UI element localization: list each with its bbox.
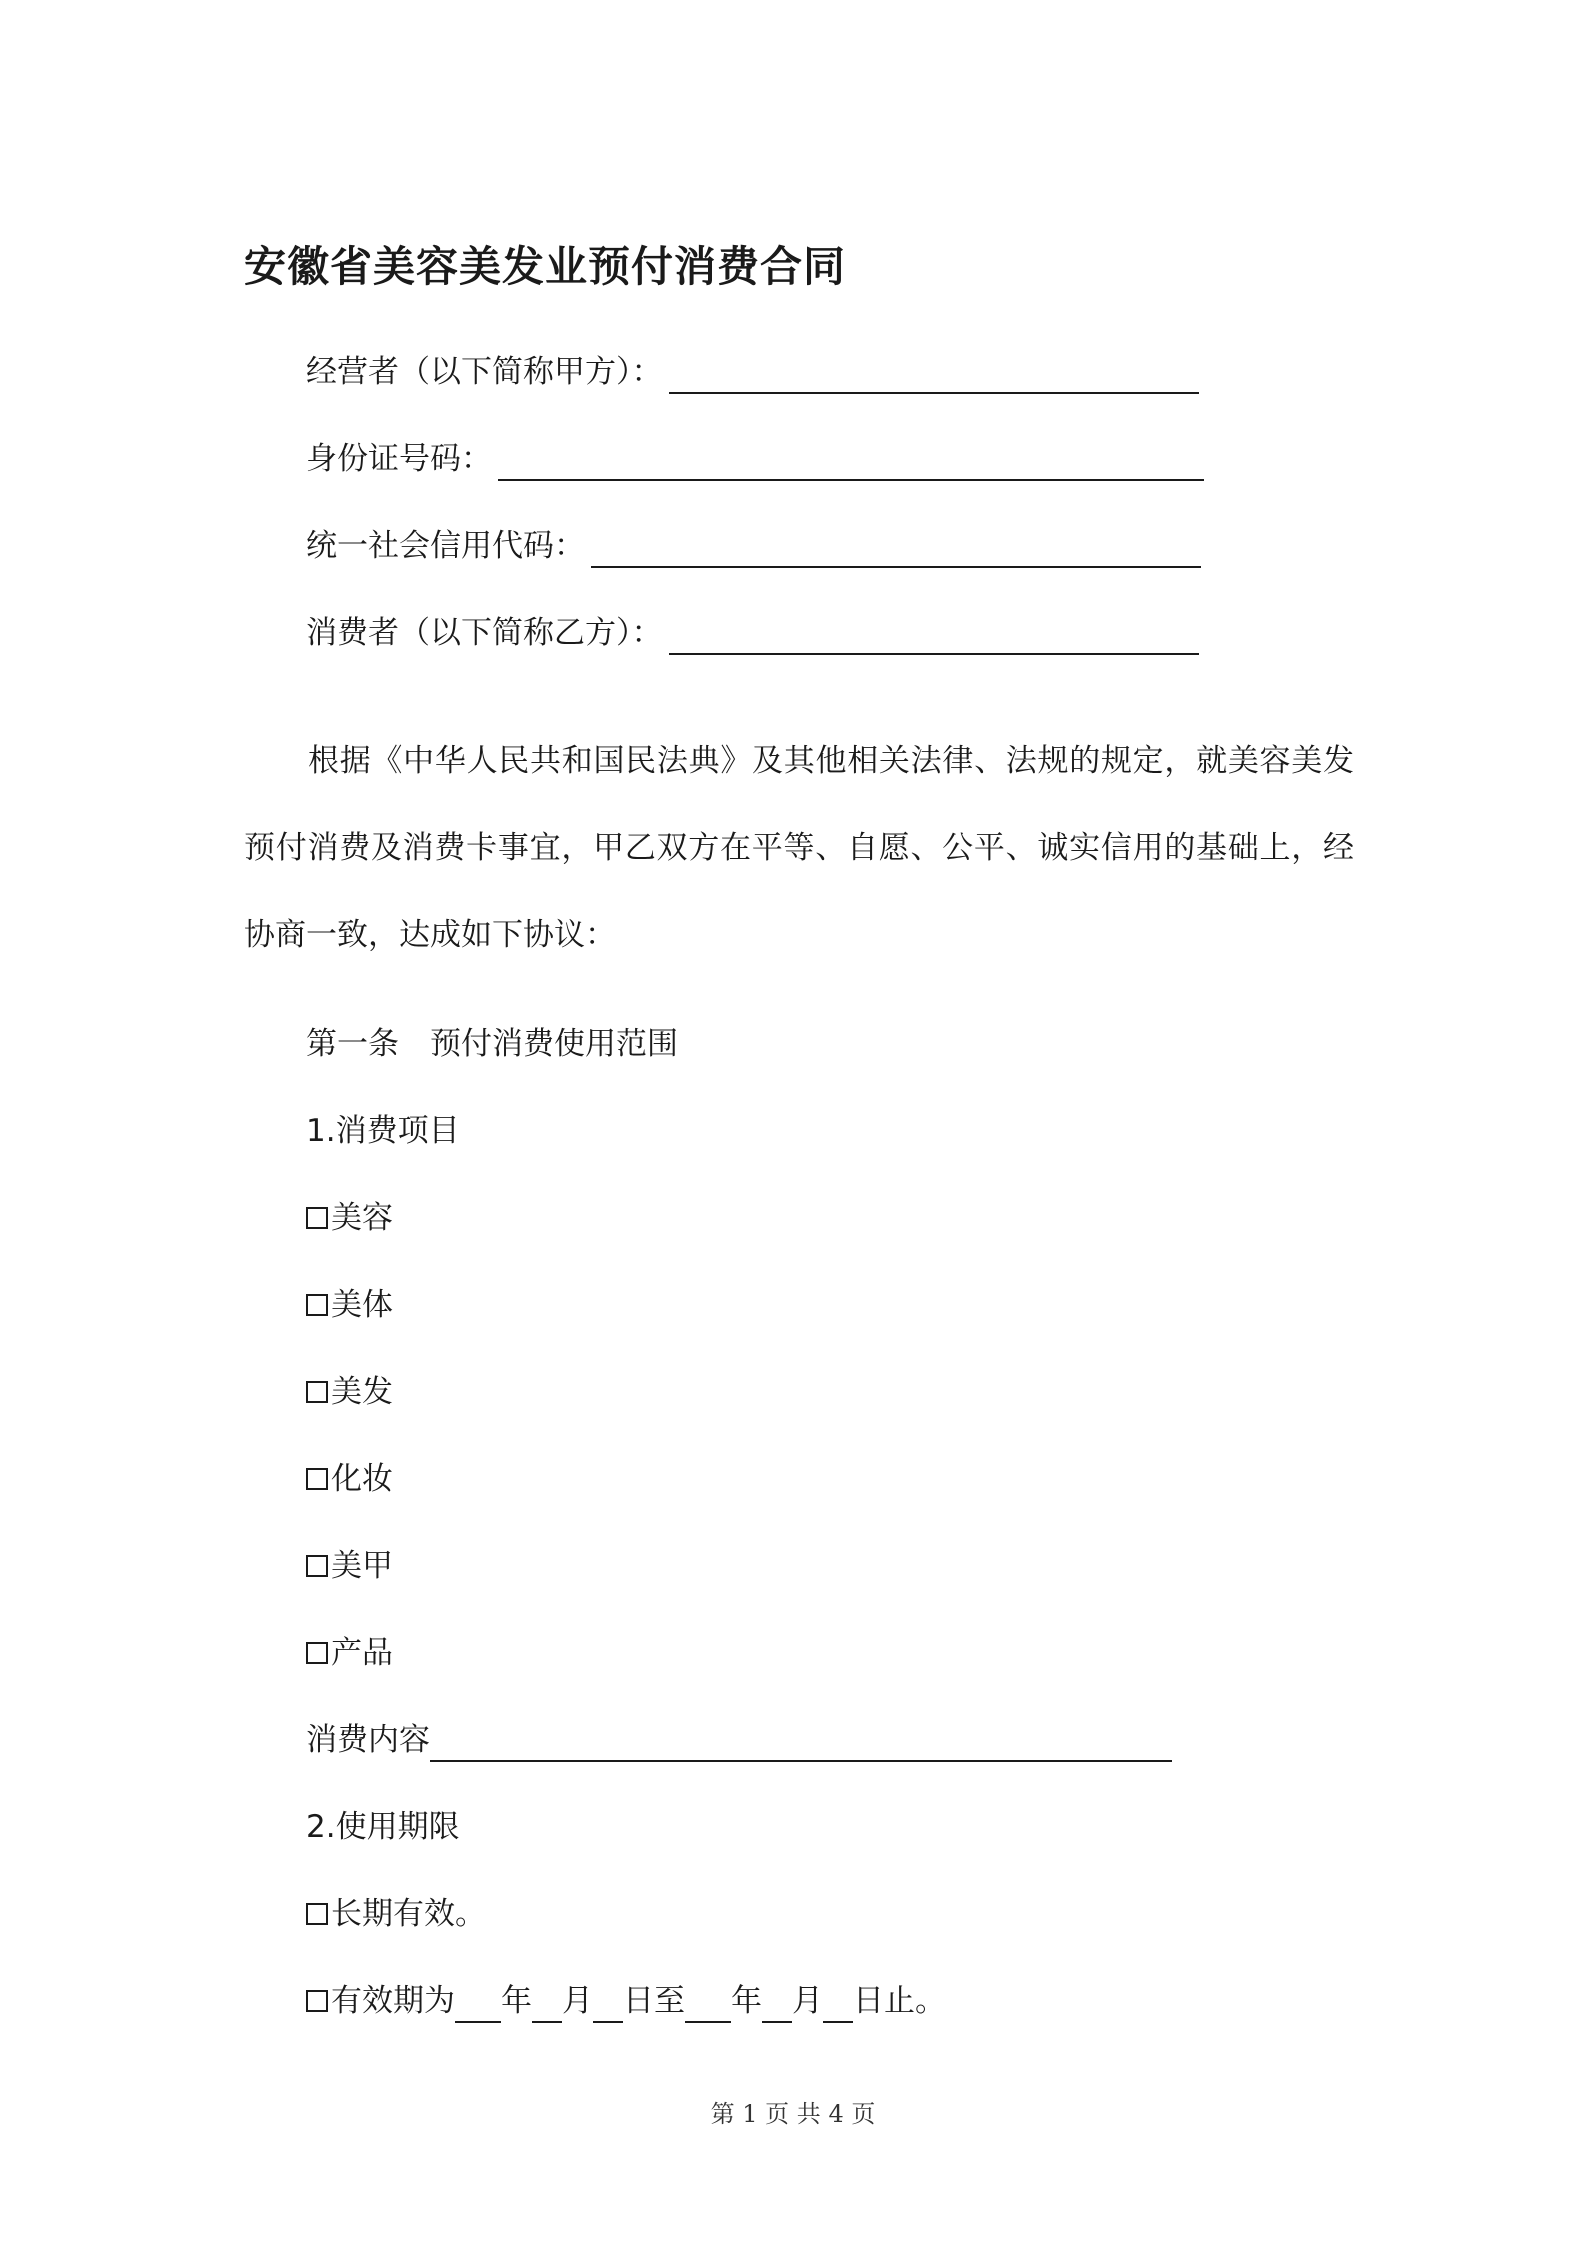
contract-title: 安徽省美容美发业预付消费合同 [244, 242, 847, 291]
meiti-checkbox[interactable] [306, 1294, 328, 1316]
item-meirong [306, 1196, 393, 1240]
month-label: 月 [792, 1983, 823, 2019]
article-1-heading: 第一条 预付消费使用范围 [306, 1026, 678, 1062]
consumer-field [306, 611, 1199, 655]
start-day-blank[interactable] [593, 1987, 623, 2023]
operator-label: 经营者（以下简称甲方）： [306, 354, 663, 390]
item-chanpin [306, 1631, 393, 1675]
operator-field [306, 350, 1199, 394]
id-number-label: 身份证号码： [306, 441, 492, 477]
item-label: 美发 [331, 1374, 393, 1410]
item-label: 美体 [331, 1287, 393, 1323]
end-year-blank[interactable] [685, 1987, 731, 2023]
intro-paragraph: 根据《中华人民共和国民法典》及其他相关法律、法规的规定，就美容美发预付消费及消费卡事宜，甲乙双方在平等、自愿、公平、诚实信用的基础上，经协商一致，达成如下协议： [244, 743, 1354, 953]
day-end-label: 日止。 [853, 1983, 946, 2019]
id-number-field [306, 437, 1204, 481]
chanpin-checkbox[interactable] [306, 1642, 328, 1664]
day-to-label: 日至 [623, 1983, 685, 2019]
start-month-blank[interactable] [532, 1987, 562, 2023]
item-meijia [306, 1544, 393, 1588]
id-number-blank[interactable] [498, 443, 1204, 481]
item-label: 美容 [331, 1200, 393, 1236]
item-label: 产品 [331, 1635, 393, 1671]
consumer-blank[interactable] [669, 617, 1199, 655]
item-huazhuang [306, 1457, 393, 1501]
section-1-heading: 1.消费项目 [306, 1113, 460, 1149]
long-term-option [306, 1892, 486, 1936]
item-meifa [306, 1370, 393, 1414]
long-term-label: 长期有效。 [331, 1896, 486, 1932]
consumption-content-blank[interactable] [430, 1724, 1172, 1762]
huazhuang-checkbox[interactable] [306, 1468, 328, 1490]
credit-code-field [306, 524, 1201, 568]
meifa-checkbox[interactable] [306, 1381, 328, 1403]
validity-checkbox[interactable] [306, 1990, 328, 2012]
credit-code-label: 统一社会信用代码： [306, 528, 585, 564]
end-month-blank[interactable] [762, 1987, 792, 2023]
year-label: 年 [501, 1983, 532, 2019]
validity-option [306, 1979, 946, 2023]
long-term-checkbox[interactable] [306, 1903, 328, 1925]
consumption-content-field [306, 1718, 1172, 1762]
validity-prefix: 有效期为 [331, 1983, 455, 2019]
item-meiti [306, 1283, 393, 1327]
operator-blank[interactable] [669, 356, 1199, 394]
consumption-content-label: 消费内容 [306, 1722, 430, 1758]
start-year-blank[interactable] [455, 1987, 501, 2023]
meijia-checkbox[interactable] [306, 1555, 328, 1577]
item-label: 化妆 [331, 1461, 393, 1497]
consumer-label: 消费者（以下简称乙方）： [306, 615, 663, 651]
year-label: 年 [731, 1983, 762, 2019]
page-footer: 第 1 页 共 4 页 [710, 2100, 876, 2128]
section-2-heading: 2.使用期限 [306, 1809, 460, 1845]
end-day-blank[interactable] [823, 1987, 853, 2023]
meirong-checkbox[interactable] [306, 1207, 328, 1229]
month-label: 月 [562, 1983, 593, 2019]
item-label: 美甲 [331, 1548, 393, 1584]
credit-code-blank[interactable] [591, 530, 1201, 568]
